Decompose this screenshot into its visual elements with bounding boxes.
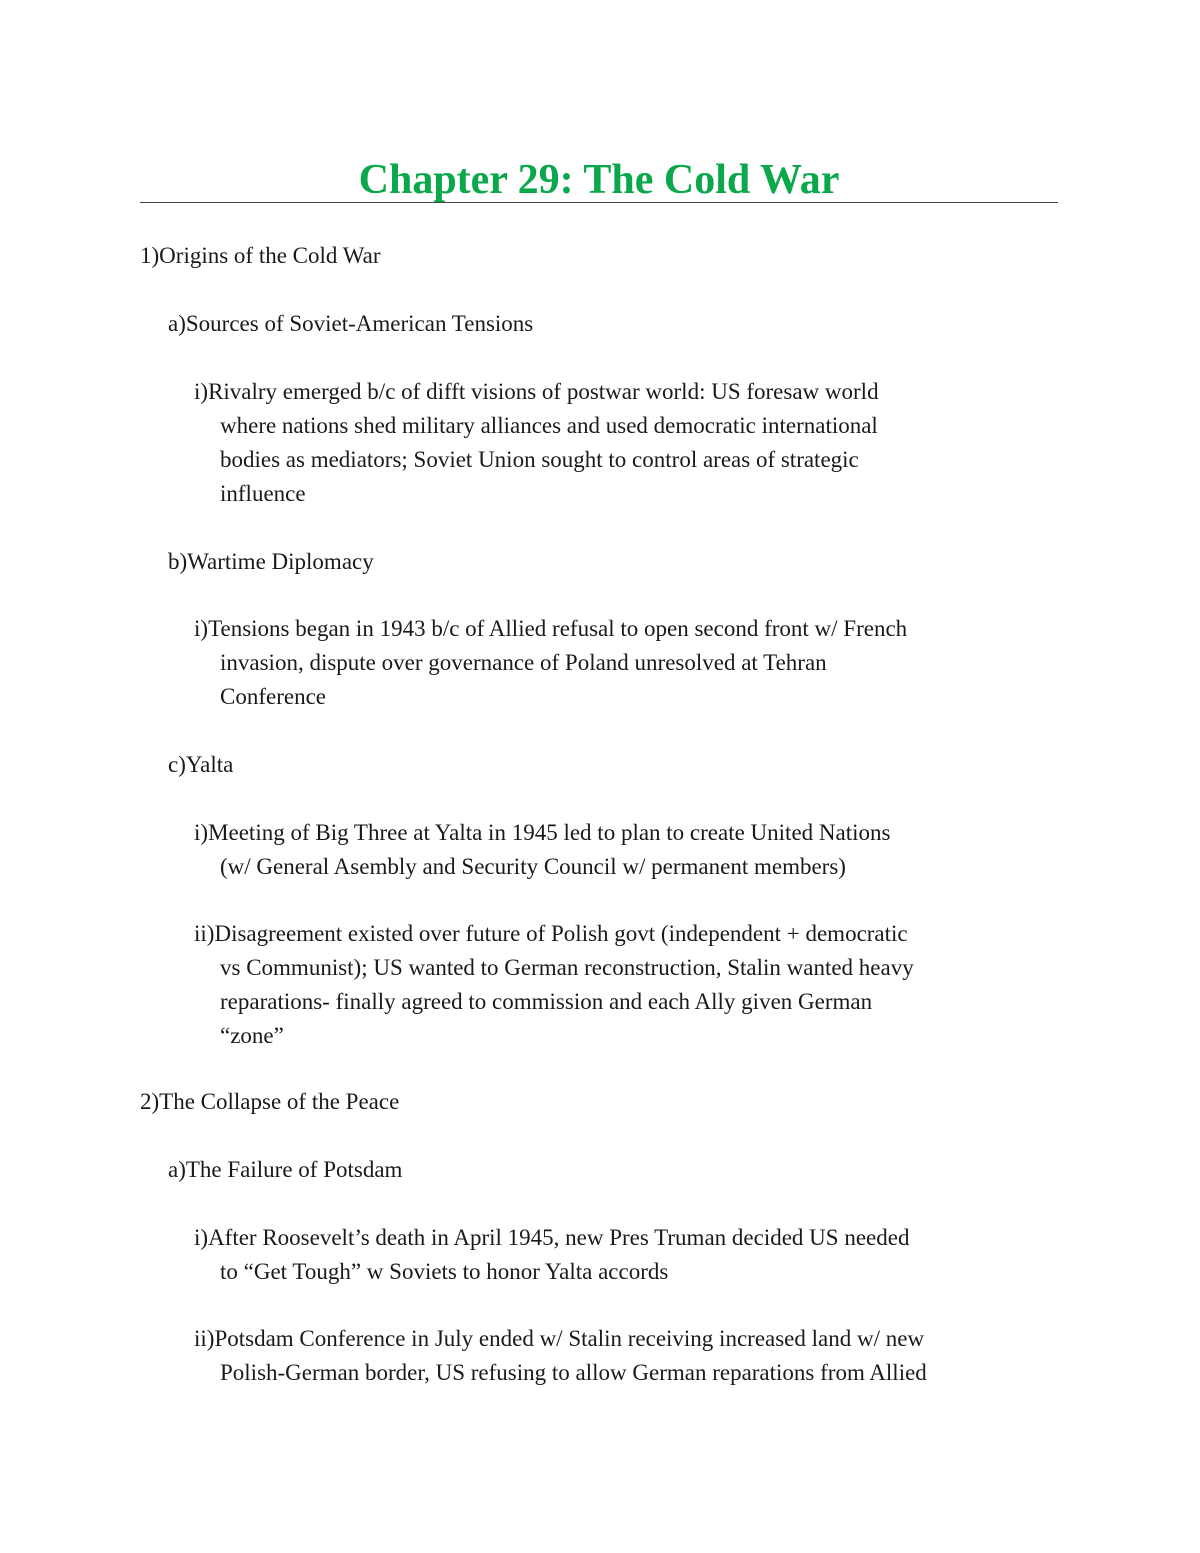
outline-line xyxy=(194,375,879,409)
outline-label: ii) xyxy=(194,921,215,946)
outline-label: 1) xyxy=(140,243,160,268)
outline-text: Potsdam Conference in July ended w/ Stalin receiving increased land w/ new xyxy=(214,1326,925,1351)
outline-line: invasion, dispute over governance of Poland unresolved at Tehran xyxy=(220,650,827,675)
outline-subheading-1b xyxy=(168,545,374,579)
outline-line: Polish-German border, US refusing to allow German reparations from Allied xyxy=(220,1360,927,1385)
outline-text: Disagreement existed over future of Polish govt (independent + democratic xyxy=(214,921,908,946)
outline-line: to “Get Tough” w Soviets to honor Yalta accords xyxy=(220,1259,669,1284)
outline-text: Yalta xyxy=(185,752,234,777)
outline-line xyxy=(194,917,914,951)
outline-line: where nations shed military alliances and used democratic international xyxy=(220,413,878,438)
outline-label: i) xyxy=(194,379,209,404)
outline-label: c) xyxy=(168,752,186,777)
page-title: Chapter 29: The Cold War xyxy=(358,157,840,203)
outline-line xyxy=(194,612,907,646)
outline-text: Sources of Soviet-American Tensions xyxy=(185,311,534,336)
outline-line xyxy=(194,816,890,850)
outline-label: a) xyxy=(168,1157,186,1182)
outline-label: ii) xyxy=(194,1326,215,1351)
outline-text: The Collapse of the Peace xyxy=(159,1089,400,1114)
outline-text: Meeting of Big Three at Yalta in 1945 led to plan to create United Nations xyxy=(208,820,891,845)
outline-line: Conference xyxy=(220,684,326,709)
outline-point-1a-i xyxy=(194,375,879,511)
outline-subheading-1c xyxy=(168,748,233,782)
outline-line: vs Communist); US wanted to German reconstruction, Stalin wanted heavy xyxy=(220,955,914,980)
outline-line: (w/ General Asembly and Security Council w/ permanent members) xyxy=(220,854,846,879)
outline-point-1c-ii xyxy=(194,917,914,1053)
outline-subheading-2a xyxy=(168,1153,402,1187)
title-divider xyxy=(140,202,1058,203)
outline-subheading-1a xyxy=(168,307,533,341)
outline-line: influence xyxy=(220,481,306,506)
outline-label: a) xyxy=(168,311,186,336)
outline-point-2a-ii xyxy=(194,1322,927,1390)
outline-label: i) xyxy=(194,820,209,845)
outline-heading-1 xyxy=(140,239,380,273)
outline-point-1c-i xyxy=(194,816,890,884)
outline-line: bodies as mediators; Soviet Union sought to control areas of strategic xyxy=(220,447,859,472)
outline-point-1b-i xyxy=(194,612,907,714)
outline-line xyxy=(194,1322,927,1356)
outline-heading-2 xyxy=(140,1085,399,1119)
outline-text: Rivalry emerged b/c of difft visions of postwar world: US foresaw world xyxy=(208,379,879,404)
outline-label: 2) xyxy=(140,1089,160,1114)
outline-text: Tensions began in 1943 b/c of Allied refusal to open second front w/ French xyxy=(208,616,908,641)
outline-label: i) xyxy=(194,1225,209,1250)
outline-text: The Failure of Potsdam xyxy=(185,1157,403,1182)
outline-label: i) xyxy=(194,616,209,641)
outline-text: Wartime Diplomacy xyxy=(187,549,374,574)
outline-line xyxy=(194,1221,909,1255)
outline-line: “zone” xyxy=(220,1023,284,1048)
outline-label: b) xyxy=(168,549,188,574)
outline-text: After Roosevelt’s death in April 1945, new Pres Truman decided US needed xyxy=(208,1225,910,1250)
outline-line: reparations- finally agreed to commission and each Ally given German xyxy=(220,989,873,1014)
outline-point-2a-i xyxy=(194,1221,909,1289)
outline-text: Origins of the Cold War xyxy=(159,243,381,268)
